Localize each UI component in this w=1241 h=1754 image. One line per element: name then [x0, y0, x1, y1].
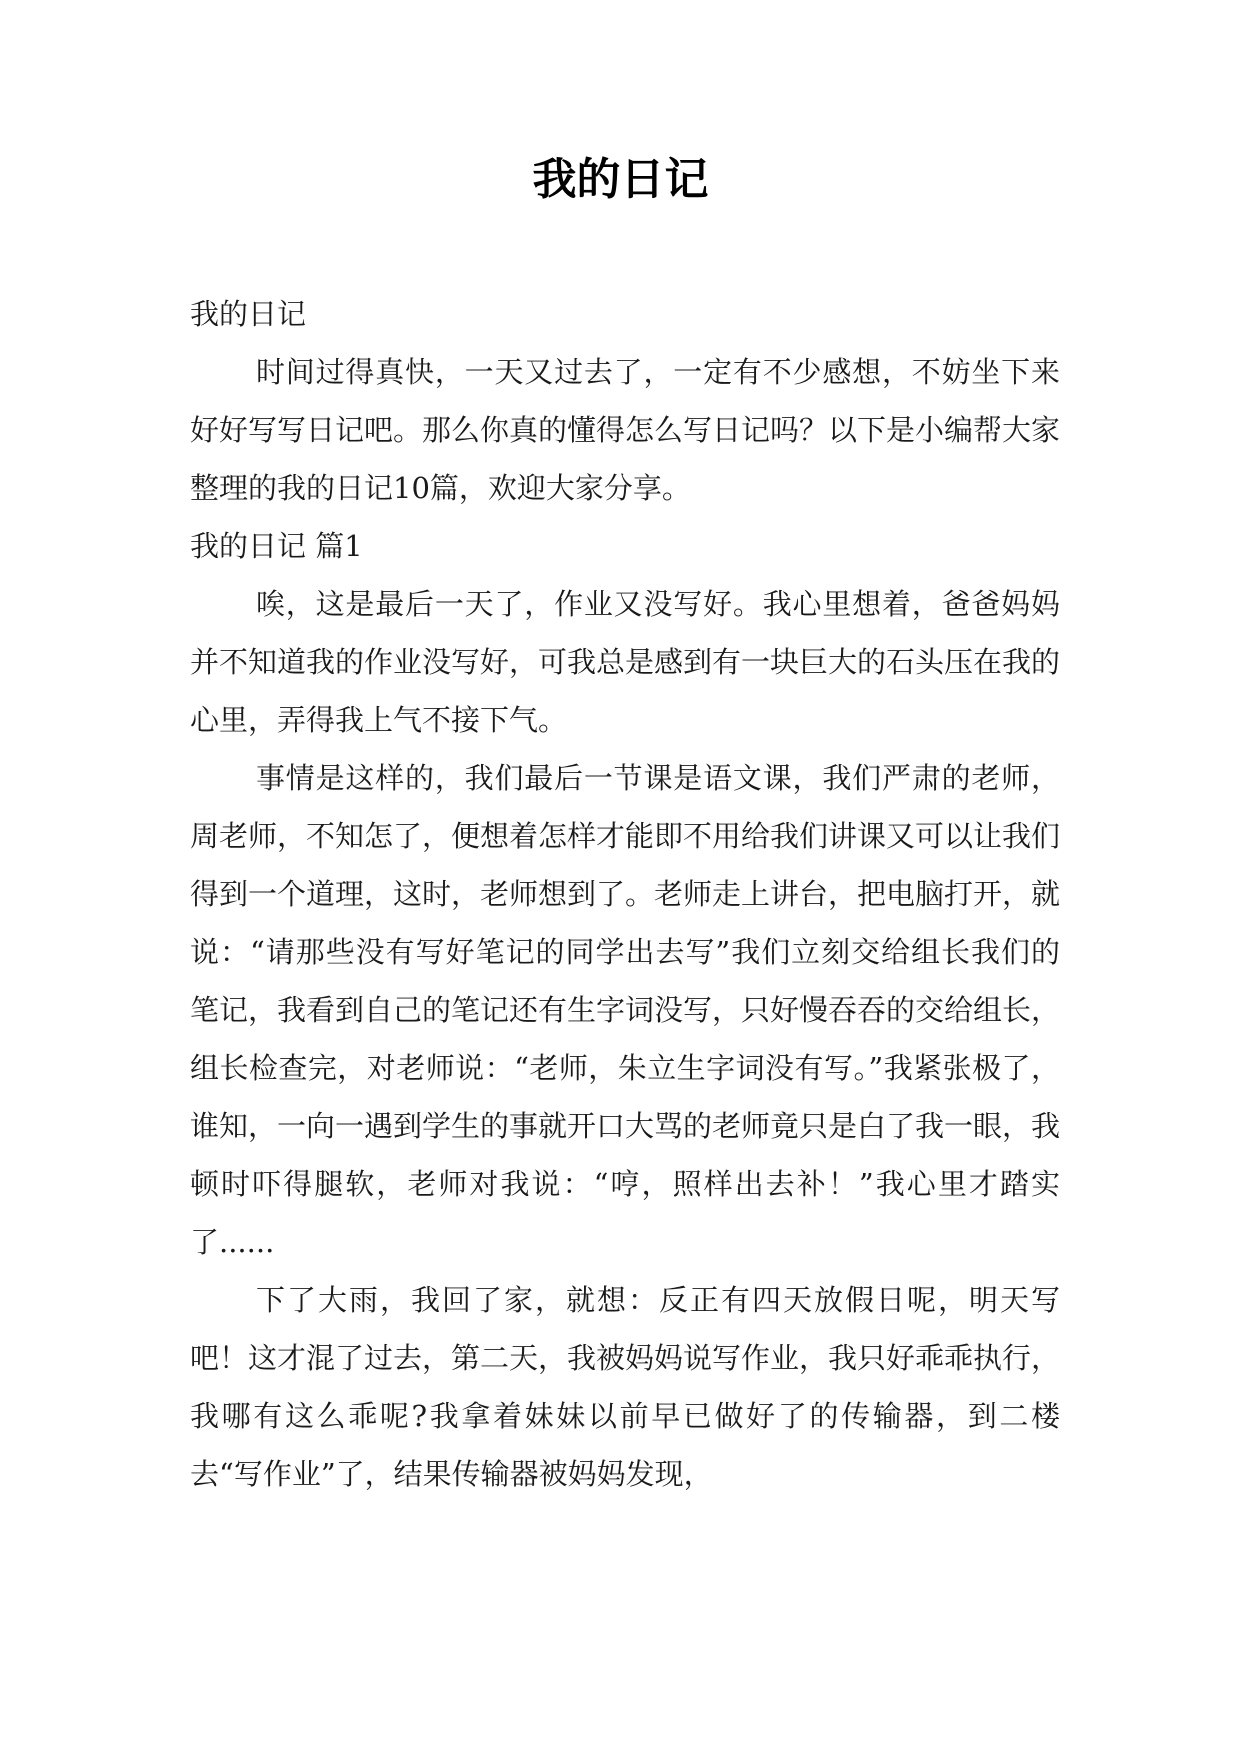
paragraph-1: 唉，这是最后一天了，作业又没写好。我心里想着，爸爸妈妈并不知道我的作业没写好，可我总是感到有一块巨大的石头压在我的心里，弄得我上气不接下气。 [190, 587, 1061, 737]
paragraph-2: 事情是这样的，我们最后一节课是语文课，我们严肃的老师，周老师，不知怎了，便想着怎样才能即不用给我们讲课又可以让我们得到一个道理，这时，老师想到了。老师走上讲台，把电脑打开，就说：“请那些没有写好笔记的同学出去写”我们立刻交给组长我们的笔记，我看到自己的笔记还有生字词没写，只好慢吞吞的交给组长，组长检查完，对老师说：“老师，朱立生字词没有写。”我紧张极了，谁知，一向一遇到学生的事就开口大骂的老师竟只是白了我一眼，我顿时吓得腿软，老师对我说：“哼，照样出去补！”我心里才踏实了...... [190, 761, 1061, 1259]
paragraph-3: 下了大雨，我回了家，就想：反正有四天放假日呢，明天写吧！这才混了过去，第二天，我被妈妈说写作业，我只好乖乖执行，我哪有这么乖呢?我拿着妹妹以前早已做好了的传输器，到二楼去“写作业”了，结果传输器被妈妈发现， [190, 1283, 1061, 1491]
document-title: 我的日记 [532, 154, 709, 205]
section-heading: 我的日记 篇1 [190, 529, 363, 563]
document-body [190, 285, 1060, 1503]
intro-paragraph: 时间过得真快，一天又过去了，一定有不少感想，不妨坐下来好好写写日记吧。那么你真的懂得怎么写日记吗？以下是小编帮大家整理的我的日记10篇，欢迎大家分享。 [190, 355, 1061, 505]
subtitle: 我的日记 [190, 297, 307, 331]
